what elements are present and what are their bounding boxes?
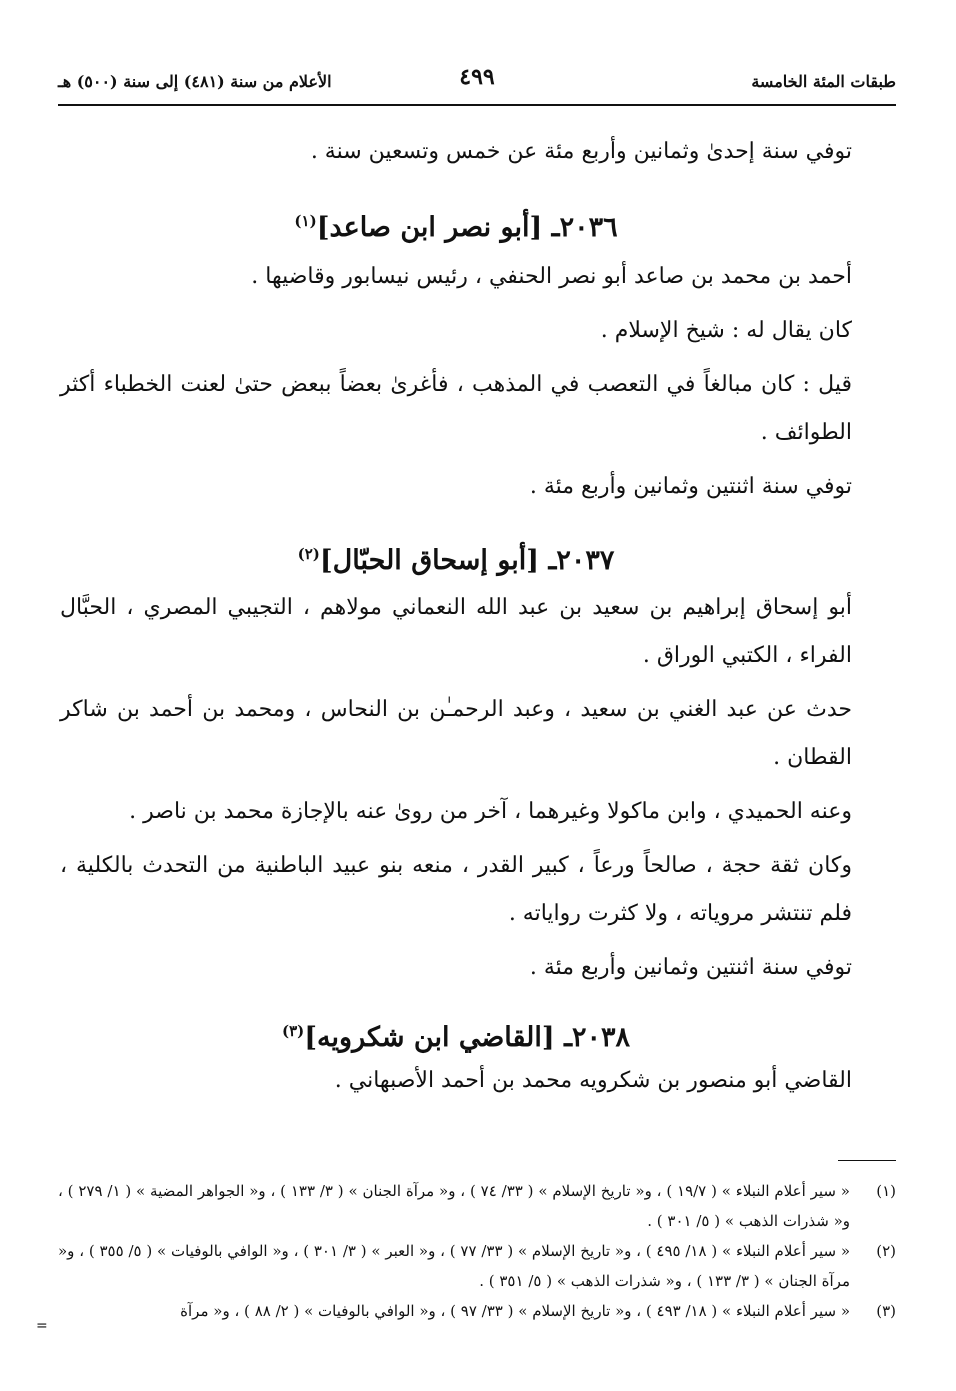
paragraph: وكان ثقة حجة ، صالحاً ورعاً ، كبير القدر ، منعه بنو عبيد الباطنية من التحدث بالكلية ، فلم تنتشر مروياته ، ولا كثرت رواياته . — [60, 853, 852, 926]
paragraph: وعنه الحميدي ، وابن ماكولا وغيرهما ، آخر من روىٰ عنه بالإجازة محمد بن ناصر . — [129, 799, 852, 824]
footnote-ref: (٣) — [281, 1022, 305, 1040]
entry-heading: ٢٠٣٨ـ [القاضي ابن شكرويه] — [304, 1022, 631, 1053]
footnote-ref: (١) — [294, 212, 317, 230]
main-text — [60, 128, 852, 1105]
entry-title-2036 — [60, 212, 852, 243]
entry-heading: ٢٠٣٧ـ [أبو إسحاق الحبّال] — [319, 545, 615, 576]
entry-title-2038 — [60, 1022, 852, 1053]
header-section-title: طبقات المئة الخامسة — [751, 72, 896, 91]
paragraph: حدث عن عبد الغني بن سعيد ، وعبد الرحمـٰن بن النحاس ، ومحمد بن أحمد بن شاكر القطان . — [60, 697, 852, 770]
footnote-number: (٢) — [876, 1242, 896, 1260]
header-divider — [58, 104, 896, 106]
footnote-text: « سير أعلام النبلاء » ( ١٨/ ٤٩٥ ) ، و« تاريخ الإسلام » ( ٣٣/ ٧٧ ) ، و« العبر » ( ٣/ ٣٠١ ) ، و« الوافي بالوفيات » ( ٥/ ٣٥٥ ) ، و« مرآة الجنان » ( ٣/ ١٣٣ ) ، و« شذرات الذهب » ( ٥/ ٣٥١ ) . — [58, 1242, 851, 1290]
entry-title-2037 — [60, 545, 852, 576]
continuation-mark: = — [36, 1318, 48, 1334]
footnote-text: « سير أعلام النبلاء » ( ١٨/ ٤٩٣ ) ، و« تاريخ الإسلام » ( ٣٣/ ٩٧ ) ، و« الوافي بالوفيات » ( ٢/ ٨٨ ) ، و« مرآة — [180, 1302, 850, 1320]
footnote-number: (٣) — [876, 1302, 896, 1320]
paragraph: قيل : كان مبالغاً في التعصب في المذهب ، فأغرىٰ بعضاً ببعض حتىٰ لعنت الخطباء أكثر الطوائف . — [60, 372, 852, 445]
paragraph: أحمد بن محمد بن صاعد أبو نصر الحنفي ، رئيس نيسابور وقاضيها . — [251, 264, 852, 289]
running-header — [58, 58, 896, 102]
footnote — [58, 1176, 896, 1236]
footnote — [58, 1296, 896, 1326]
paragraph: كان يقال له : شيخ الإسلام . — [600, 318, 852, 343]
paragraph: القاضي أبو منصور بن شكرويه محمد بن أحمد الأصبهاني . — [334, 1068, 852, 1093]
entry-heading: ٢٠٣٦ـ [أبو نصر ابن صاعد] — [316, 212, 618, 243]
footnote-divider — [838, 1160, 896, 1161]
header-period-title: الأعلام من سنة (٤٨١) إلى سنة (٥٠٠) هـ — [58, 72, 332, 91]
paragraph: توفي سنة إحدىٰ وثمانين وأربع مئة عن خمس وتسعين سنة . — [310, 139, 852, 164]
paragraph: توفي سنة اثنتين وثمانين وأربع مئة . — [529, 955, 852, 980]
paragraph: أبو إسحاق إبراهيم بن سعيد بن عبد الله النعماني مولاهم ، التجيبي المصري ، الحبَّال الفراء ، الكتبي الوراق . — [60, 595, 852, 668]
footnote-text: « سير أعلام النبلاء » ( ١٩/٧ ) ، و« تاريخ الإسلام » ( ٣٣/ ٧٤ ) ، و« مرآة الجنان » ( ٣/ ١٣٣ ) ، و« الجواهر المضية » ( ١/ ٢٧٩ ) ، و« شذرات الذهب » ( ٥/ ٣٠١ ) . — [58, 1182, 850, 1230]
footnote-ref: (٢) — [297, 545, 320, 563]
footnote — [58, 1236, 896, 1296]
page-number: ٤٩٩ — [459, 64, 495, 90]
footnote-number: (١) — [876, 1182, 896, 1200]
paragraph: توفي سنة اثنتين وثمانين وأربع مئة . — [529, 474, 852, 499]
footnotes — [58, 1176, 896, 1326]
